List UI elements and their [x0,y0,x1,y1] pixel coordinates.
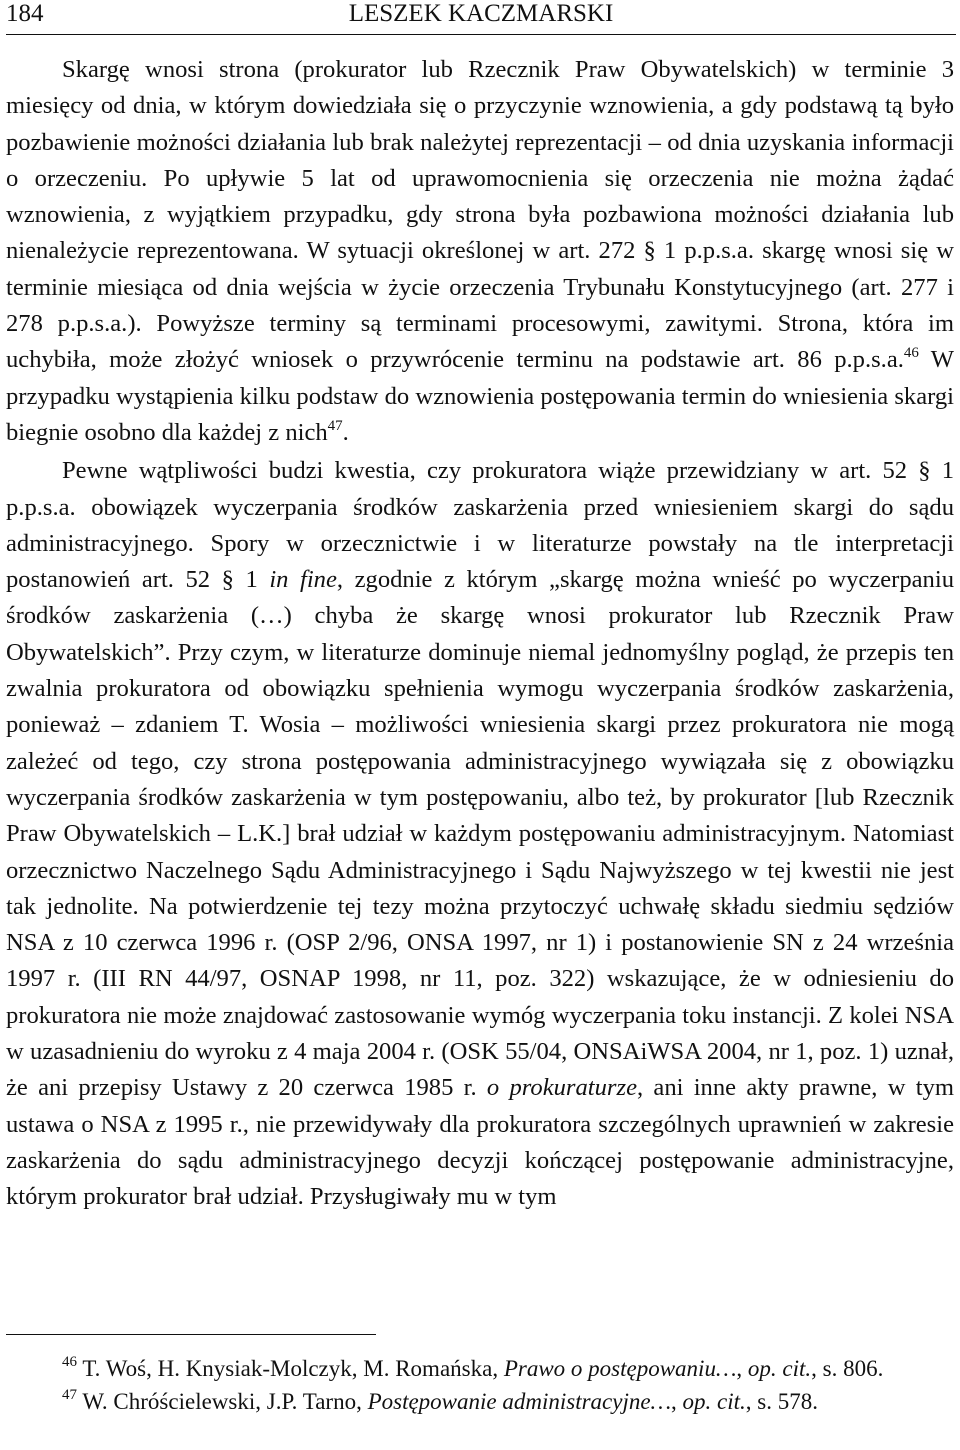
footnote-opcit: op. cit. [747,1356,812,1381]
page-number: 184 [6,0,44,27]
footnote-rule [6,1334,376,1335]
footnote-46 [6,1352,954,1385]
paragraph-1-text-cont: W przypadku wystąpienia kilku podstaw do wznowienia postępowania termin do wniesienia skargi biegnie osobno dla każdej z nich [6,346,954,446]
footnotes [6,1352,954,1418]
paragraph-2-text-b: , zgodnie z którym „skargę można wnieść po wyczerpaniu środków zaskarżenia (…) chyba że skargę wnosi prokurator lub Rzecznik Praw Obywatelskich”. Przy czym, w literaturze dominuje niemal jednomyślny pogląd, że przepis ten zwalnia prokuratora od obowiązku spełnienia wymogu wyczerpania środków zaskarżenia, ponieważ – zdaniem T. Wosia – możliwości wniesienia skargi przez prokuratora nie mogą zależeć od tego, czy strona postępowania administracyjnego wywiązała się z obowiązku wyczerpania środków zaskarżenia w tym postępowaniu, albo też, by prokurator [lub Rzecznik Praw Obywatelskich – L.K.] brał udział w każdym postępowaniu administracyjnym. Natomiast orzecznictwo Naczelnego Sądu Administracyjnego i Sądu Najwyższego w tej kwestii nie jest tak jednolite. Na potwierdzenie tej tezy można przytoczyć uchwałę składu siedmiu sędziów NSA z 10 czerwca 1996 r. (OSP 2/96, ONSA 1997, nr 1) i postanowienie SN z 24 września 1997 r. (III RN 44/97, OSNAP 1998, nr 11, poz. 322) wskazujące, że w odniesieniu do prokuratora nie może znajdować zastosowanie wymóg wyczerpania toku instancji. Z kolei NSA w uzasadnieniu do wyroku z 4 maja 2004 r. (OSK 55/04, ONSAiWSA 2004, nr 1, poz. 1) uznał, że ani przepisy Ustawy z 20 czerwca 1985 r. [6,566,954,1102]
footnote-text: T. Woś, H. Knysiak-Molczyk, M. Romańska, [77,1356,504,1381]
footnote-opcit: op. cit. [682,1389,746,1414]
paragraph-2 [6,453,954,1215]
running-head-author: LESZEK KACZMARSKI [348,0,614,27]
footnote-sep: , [671,1389,683,1414]
paragraph-2-italic-b: o prokuraturze [486,1074,637,1102]
paragraph-1-text: Skargę wnosi strona (prokurator lub Rzecznik Praw Obywatelskich) w terminie 3 miesięcy od dnia, w którym dowiedziała się o przyczynie wznowienia, a gdy podstawą tą było pozbawienie możności działania lub brak należytej reprezentacji – od dnia uzyskania informacji o orzeczeniu. Po upływie 5 lat od uprawomocnienia się orzeczenia nie można żądać wznowienia, z wyjątkiem przypadku, gdy strona była pozbawiona możności działania lub nienależycie reprezentowana. W sytuacji określonej w art. 272 § 1 p.p.s.a. skargę wnosi się w terminie miesiąca od dnia wejścia w życie orzeczenia Trybunału Konstytucyjnego (art. 277 i 278 p.p.s.a.). Powyższe terminy są terminami procesowymi, zawitymi. Strona, która im uchybiła, może złożyć wniosek o przywrócenie terminu na podstawie art. 86 p.p.s.a. [6,56,954,374]
footnote-page: , s. 578. [745,1389,818,1414]
paragraph-2-italic-a: in fine [269,566,337,594]
running-header [6,0,956,38]
footnote-title: Postępowanie administracyjne… [367,1389,672,1414]
paragraph-2-text-a: Pewne wątpliwości budzi kwestia, czy prokuratora wiąże przewidziany w art. 52 § 1 p.p.s.a. obowiązek wyczerpania środków zaskarżenia przed wniesieniem skargi do sądu administracyjnego. Spory w orzecznictwie i w literaturze powstały na tle interpretacji postanowień art. 52 § 1 [6,457,954,594]
header-rule [6,34,956,35]
footnote-ref-47[interactable]: 47 [327,417,343,434]
paragraph-1 [6,52,954,451]
footnote-ref-46[interactable]: 46 [903,345,919,362]
footnote-text: W. Chróścielewski, J.P. Tarno, [77,1389,368,1414]
paragraph-2-text-c: , ani inne akty prawne, w tym ustawa o NSA z 1995 r., nie przewidywały dla prokuratora szczególnych uprawnień w zakresie zaskarżenia do sądu administracyjnego decyzji kończącej postępowanie administracyjne, którym prokurator brał udział. Przysługiwały mu w tym [6,1074,954,1211]
body-text [6,52,954,1216]
footnote-title: Prawo o postępowaniu… [503,1356,737,1381]
footnote-number: 47 [62,1387,77,1403]
footnote-sep: , [736,1356,748,1381]
footnote-page: , s. 806. [811,1356,884,1381]
footnote-number: 46 [62,1354,77,1370]
footnote-47 [6,1385,954,1418]
paragraph-1-end: . [342,418,349,446]
